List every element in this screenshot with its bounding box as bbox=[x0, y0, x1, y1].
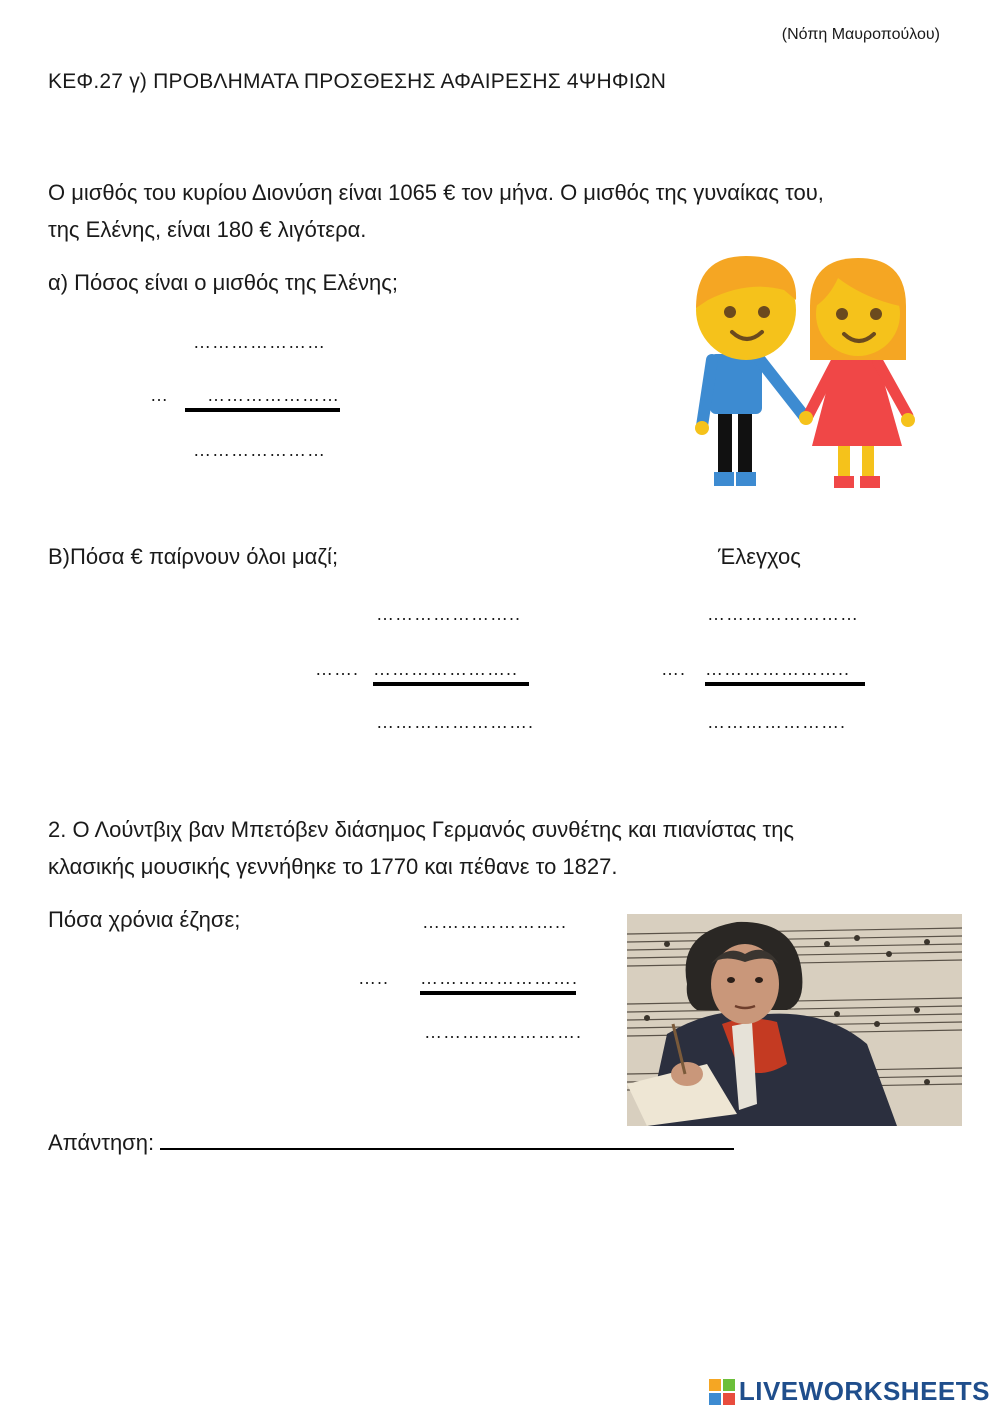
problem2-line1: 2. Ο Λούντβιχ βαν Μπετόβεν διάσημος Γερμανός συνθέτης και πιανίστας της bbox=[48, 817, 795, 842]
liveworksheets-logo-icon bbox=[709, 1379, 735, 1405]
liveworksheets-brand bbox=[709, 1376, 990, 1407]
problem1-line2: της Ελένης, είναι 180 € λιγότερα. bbox=[48, 217, 367, 242]
a-row1-field[interactable]: ………………… bbox=[193, 332, 326, 352]
question-a: α) Πόσος είναι ο μισθός της Ελένης; bbox=[48, 270, 398, 295]
worksheet-title: ΚΕΦ.27 γ) ΠΡΟΒΛΗΜΑΤΑ ΠΡΟΣΘΕΣΗΣ ΑΦΑΙΡΕΣΗΣ 4ΨΗΦΙΩΝ bbox=[48, 70, 667, 93]
problem1-line1: Ο μισθός του κυρίου Διονύση είναι 1065 € τον μήνα. Ο μισθός της γυναίκας του, bbox=[48, 180, 824, 205]
a-row3-field[interactable]: ………………… bbox=[193, 440, 326, 460]
problem2-line2: κλασικής μουσικής γεννήθηκε το 1770 και πέθανε το 1827. bbox=[48, 854, 618, 879]
p2-row2-field[interactable]: ……………………. bbox=[420, 968, 576, 995]
b-row3-field[interactable]: ……………………. bbox=[376, 712, 535, 732]
answer-row bbox=[48, 1126, 734, 1156]
check-label: Έλεγχος bbox=[718, 544, 801, 569]
b-row1-field[interactable]: ………………….. bbox=[376, 604, 522, 624]
b-operator-field[interactable]: ……. bbox=[315, 659, 360, 679]
author-name: (Νόπη Μαυροπούλου) bbox=[781, 26, 940, 43]
problem1-text bbox=[48, 174, 824, 248]
boy-girl-holding-hands-icon bbox=[688, 250, 920, 492]
check-operator-field[interactable]: …. bbox=[661, 659, 687, 679]
check-row1-field[interactable]: …………………… bbox=[707, 604, 859, 624]
p2-operator-field[interactable]: ….. bbox=[358, 968, 390, 988]
question-b: Β)Πόσα € παίρνουν όλοι μαζί; bbox=[48, 544, 339, 569]
a-operator-field[interactable]: … bbox=[150, 385, 169, 405]
p2-row1-field[interactable]: ………………….. bbox=[422, 912, 568, 932]
a-row2-field[interactable]: ………………… bbox=[185, 385, 340, 412]
problem2-text bbox=[48, 811, 794, 885]
brand-name: LIVEWORKSHEETS bbox=[738, 1376, 990, 1406]
check-row2-field[interactable]: ………………….. bbox=[705, 659, 865, 686]
problem2-question: Πόσα χρόνια έζησε; bbox=[48, 907, 241, 932]
beethoven-portrait bbox=[627, 914, 962, 1126]
check-row3-field[interactable]: …………………. bbox=[707, 712, 847, 732]
p2-row3-field[interactable]: ……………………. bbox=[424, 1022, 583, 1042]
answer-label: Απάντηση: bbox=[48, 1130, 155, 1155]
b-row2-field[interactable]: ………………….. bbox=[373, 659, 529, 686]
answer-input[interactable] bbox=[160, 1126, 734, 1150]
